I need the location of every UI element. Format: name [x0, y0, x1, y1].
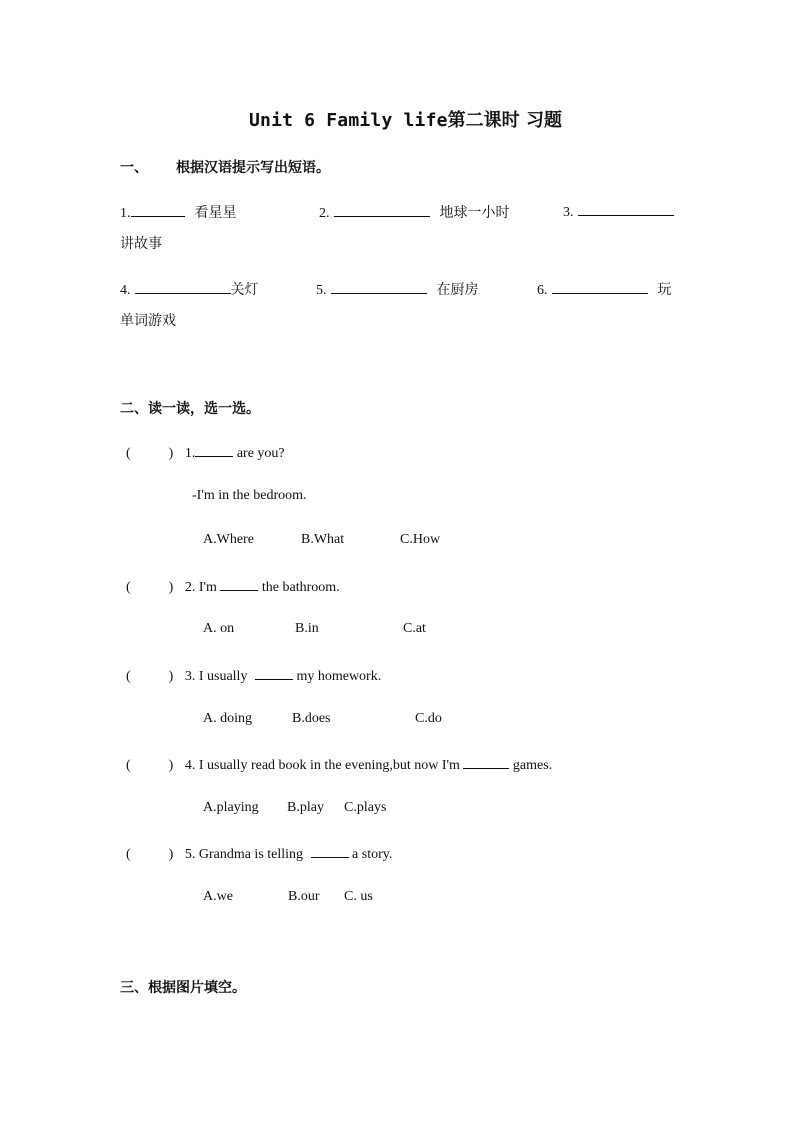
answer-paren-open[interactable]: (: [126, 847, 131, 862]
question-text-end: a story.: [352, 847, 393, 862]
phrase-hint: 关灯: [230, 282, 259, 298]
phrase-item-5: [316, 279, 479, 299]
phrase-hint: 在厨房: [436, 282, 479, 298]
question-text-end: the bathroom.: [261, 580, 340, 595]
option-b[interactable]: B.our: [288, 889, 320, 904]
question-3: [126, 666, 381, 685]
phrase-number: 2.: [319, 206, 330, 221]
answer-blank[interactable]: [331, 280, 427, 294]
question-text-end: are you?: [236, 446, 285, 461]
question-text-end: games.: [512, 758, 553, 773]
phrase-item-4: [120, 279, 259, 299]
phrase-item-2: [319, 202, 510, 222]
option-b[interactable]: B.What: [301, 532, 345, 547]
question-text: 4. I usually read book in the evening,but now I'm: [184, 758, 460, 773]
option-b[interactable]: B.in: [295, 621, 319, 636]
question-1: [126, 443, 285, 462]
option-a[interactable]: A. on: [203, 621, 235, 636]
section1-heading: 根据汉语提示写出短语。: [176, 160, 330, 176]
question-text: 5. Grandma is telling: [184, 847, 304, 862]
phrase-hint: 地球一小时: [439, 205, 510, 221]
answer-paren-open[interactable]: (: [126, 669, 131, 684]
phrase-hint: 玩: [657, 282, 672, 298]
question-text: 2. I'm: [184, 580, 217, 595]
question-4: [126, 755, 552, 774]
question-text: 3. I usually: [184, 669, 248, 684]
answer-paren-close[interactable]: ): [168, 847, 174, 862]
answer-blank[interactable]: [334, 203, 430, 217]
answer-blank[interactable]: [195, 443, 233, 457]
phrase-number: 6.: [537, 283, 548, 298]
question-1-answer-line: -I'm in the bedroom.: [192, 488, 307, 503]
answer-blank[interactable]: [311, 844, 349, 858]
option-b[interactable]: B.does: [292, 711, 331, 726]
answer-paren-close[interactable]: ): [168, 446, 174, 461]
phrase-item-1: [120, 202, 237, 222]
option-a[interactable]: A. doing: [203, 711, 252, 726]
question-text-end: my homework.: [296, 669, 382, 684]
phrase-hint-3: 讲故事: [120, 236, 162, 252]
answer-blank[interactable]: [255, 666, 293, 680]
answer-paren-close[interactable]: ): [168, 758, 174, 773]
answer-blank[interactable]: [463, 755, 509, 769]
answer-blank[interactable]: [135, 280, 231, 294]
phrase-item-3: [563, 202, 674, 221]
answer-paren-open[interactable]: (: [126, 758, 131, 773]
answer-paren-open[interactable]: (: [126, 446, 131, 461]
answer-paren-close[interactable]: ): [168, 580, 174, 595]
option-c[interactable]: C.How: [400, 532, 441, 547]
title-chinese: 第二课时 习题: [447, 110, 562, 131]
option-a[interactable]: A.Where: [203, 532, 254, 547]
phrase-number: 3.: [563, 205, 574, 220]
phrase-hint: 看星星: [194, 205, 237, 221]
section2-heading: 二、读一读，选一选。: [120, 401, 260, 417]
answer-blank[interactable]: [220, 577, 258, 591]
phrase-number: 4.: [120, 283, 131, 298]
phrase-hint-6-continued: 单词游戏: [120, 313, 176, 329]
answer-blank[interactable]: [578, 202, 674, 216]
question-5: [126, 844, 392, 863]
option-c[interactable]: C. us: [344, 889, 373, 904]
page-title: [249, 106, 562, 132]
option-b[interactable]: B.play: [287, 800, 324, 815]
section1-heading-number: 一、: [120, 160, 148, 176]
answer-blank[interactable]: [552, 280, 648, 294]
option-a[interactable]: A.playing: [203, 800, 259, 815]
phrase-number: 5.: [316, 283, 327, 298]
answer-blank[interactable]: [131, 203, 185, 217]
option-a[interactable]: A.we: [203, 889, 233, 904]
option-c[interactable]: C.do: [415, 711, 442, 726]
title-english: Unit 6 Family life: [249, 110, 448, 131]
section3-heading: 三、根据图片填空。: [120, 980, 246, 996]
answer-paren-open[interactable]: (: [126, 580, 131, 595]
phrase-number: 1.: [120, 206, 131, 221]
question-text: 1.: [184, 446, 196, 461]
question-2: [126, 577, 340, 596]
option-c[interactable]: C.at: [403, 621, 426, 636]
phrase-item-6: [537, 279, 672, 299]
answer-paren-close[interactable]: ): [168, 669, 174, 684]
option-c[interactable]: C.plays: [344, 800, 387, 815]
